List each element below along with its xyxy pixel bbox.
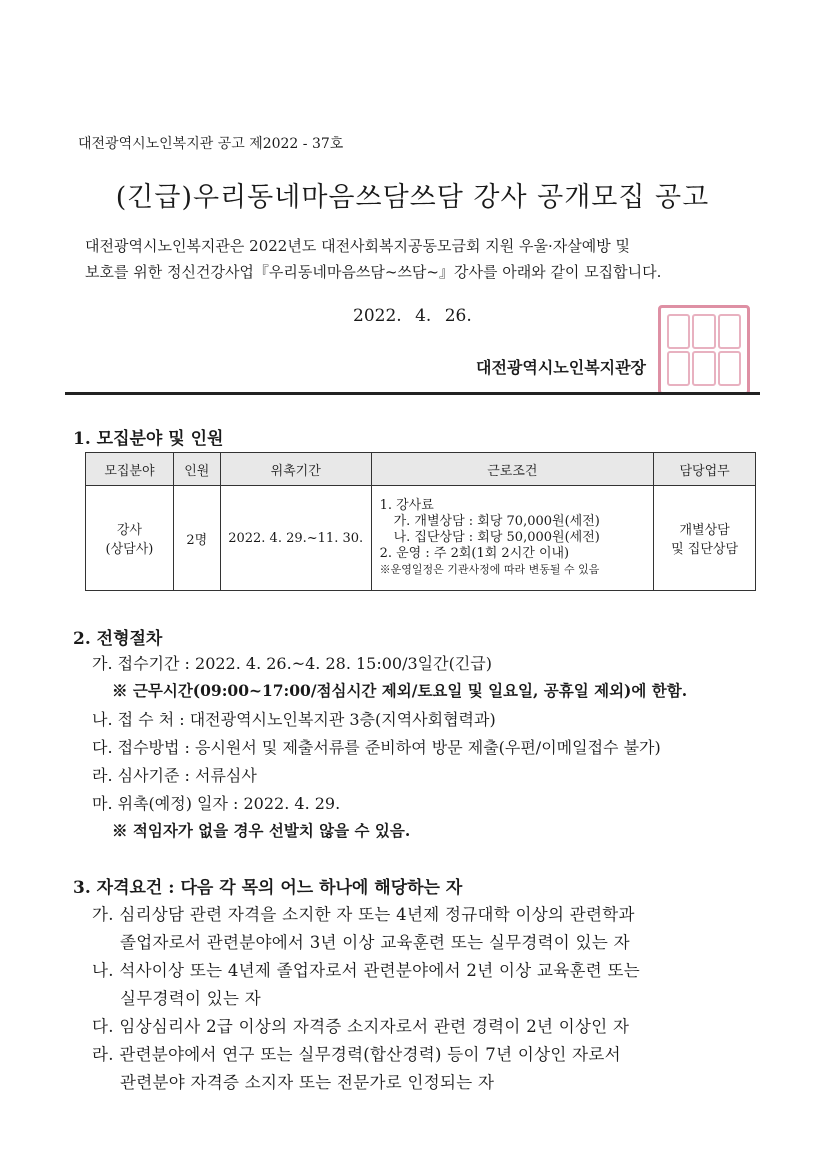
cond-note: ※운영일정은 기관사정에 따라 변동될 수 있음 <box>379 563 600 576</box>
cell-field <box>86 486 174 591</box>
official-seal-stamp <box>658 305 750 395</box>
cell-conditions <box>371 486 654 591</box>
qualification-item-cont: 실무경력이 있는 자 <box>120 989 262 1008</box>
field-line-1: 강사 <box>116 523 142 538</box>
header-count: 인원 <box>173 453 220 486</box>
header-field: 모집분야 <box>86 453 174 486</box>
procedure-item: 라. 심사기준 : 서류심사 <box>92 766 257 785</box>
qualification-item-cont: 관련분야 자격증 소지자 또는 전문가로 인정되는 자 <box>120 1073 495 1092</box>
table-row <box>86 486 756 591</box>
notice-date: 2022. 4. 26. <box>353 306 472 326</box>
section-3-heading: 3. 자격요건 : 다음 각 목의 어느 하나에 해당하는 자 <box>73 878 463 898</box>
intro-line-2: 보호를 위한 정신건강사업『우리동네마음쓰담~쓰담~』강사를 아래와 같이 모집합니다. <box>85 263 662 281</box>
procedure-note: ※ 적임자가 없을 경우 선발치 않을 수 있음. <box>112 821 411 840</box>
procedure-item: 마. 위촉(예정) 일자 : 2022. 4. 29. <box>92 794 341 813</box>
cond-line: 나. 집단상담 : 회당 50,000원(세전) <box>393 530 600 545</box>
cond-line: 가. 개별상담 : 회당 70,000원(세전) <box>393 514 600 529</box>
cell-count: 2명 <box>173 486 220 591</box>
header-period: 위촉기간 <box>220 453 371 486</box>
issuer-name: 대전광역시노인복지관장 <box>476 358 647 377</box>
qualification-item: 라. 관련분야에서 연구 또는 실무경력(합산경력) 등이 7년 이상인 자로서 <box>92 1045 621 1064</box>
qualification-item: 다. 임상심리사 2급 이상의 자격증 소지자로서 관련 경력이 2년 이상인 자 <box>92 1017 630 1036</box>
duty-line-2: 및 집단상담 <box>671 542 739 557</box>
recruitment-table <box>85 452 756 591</box>
procedure-item: 가. 접수기간 : 2022. 4. 26.~4. 28. 15:00/3일간(긴급) <box>92 654 492 673</box>
procedure-item: 다. 접수방법 : 응시원서 및 제출서류를 준비하여 방문 제출(우편/이메일접수 불가) <box>92 738 661 757</box>
qualification-item-cont: 졸업자로서 관련분야에서 3년 이상 교육훈련 또는 실무경력이 있는 자 <box>120 933 630 952</box>
section-2-heading: 2. 전형절차 <box>73 629 163 649</box>
procedure-note: ※ 근무시간(09:00~17:00/점심시간 제외/토요일 및 일요일, 공휴일 제외)에 한함. <box>112 681 688 700</box>
procedure-item: 나. 접 수 처 : 대전광역시노인복지관 3층(지역사회협력과) <box>92 710 496 729</box>
duty-line-1: 개별상담 <box>679 523 730 538</box>
page-title: (긴급)우리동네마음쓰담쓰담 강사 공개모집 공고 <box>115 182 710 213</box>
field-line-2: (상담사) <box>105 542 154 557</box>
header-divider <box>65 392 760 395</box>
qualification-item: 나. 석사이상 또는 4년제 졸업자로서 관련분야에서 2년 이상 교육훈련 또는 <box>92 961 640 980</box>
qualification-item: 가. 심리상담 관련 자격을 소지한 자 또는 4년제 정규대학 이상의 관련학과 <box>92 905 635 924</box>
cond-line: 2. 운영 : 주 2회(1회 2시간 이내) <box>379 546 570 561</box>
section-1-heading: 1. 모집분야 및 인원 <box>73 429 224 449</box>
intro-line-1: 대전광역시노인복지관은 2022년도 대전사회복지공동모금회 지원 우울·자살예방 및 <box>85 237 630 255</box>
notice-number: 대전광역시노인복지관 공고 제2022 - 37호 <box>78 136 344 152</box>
header-conditions: 근로조건 <box>371 453 654 486</box>
cell-duty <box>654 486 756 591</box>
cond-line: 1. 강사료 <box>379 498 434 513</box>
table-header-row <box>86 453 756 486</box>
header-duty: 담당업무 <box>654 453 756 486</box>
cell-period: 2022. 4. 29.~11. 30. <box>220 486 371 591</box>
